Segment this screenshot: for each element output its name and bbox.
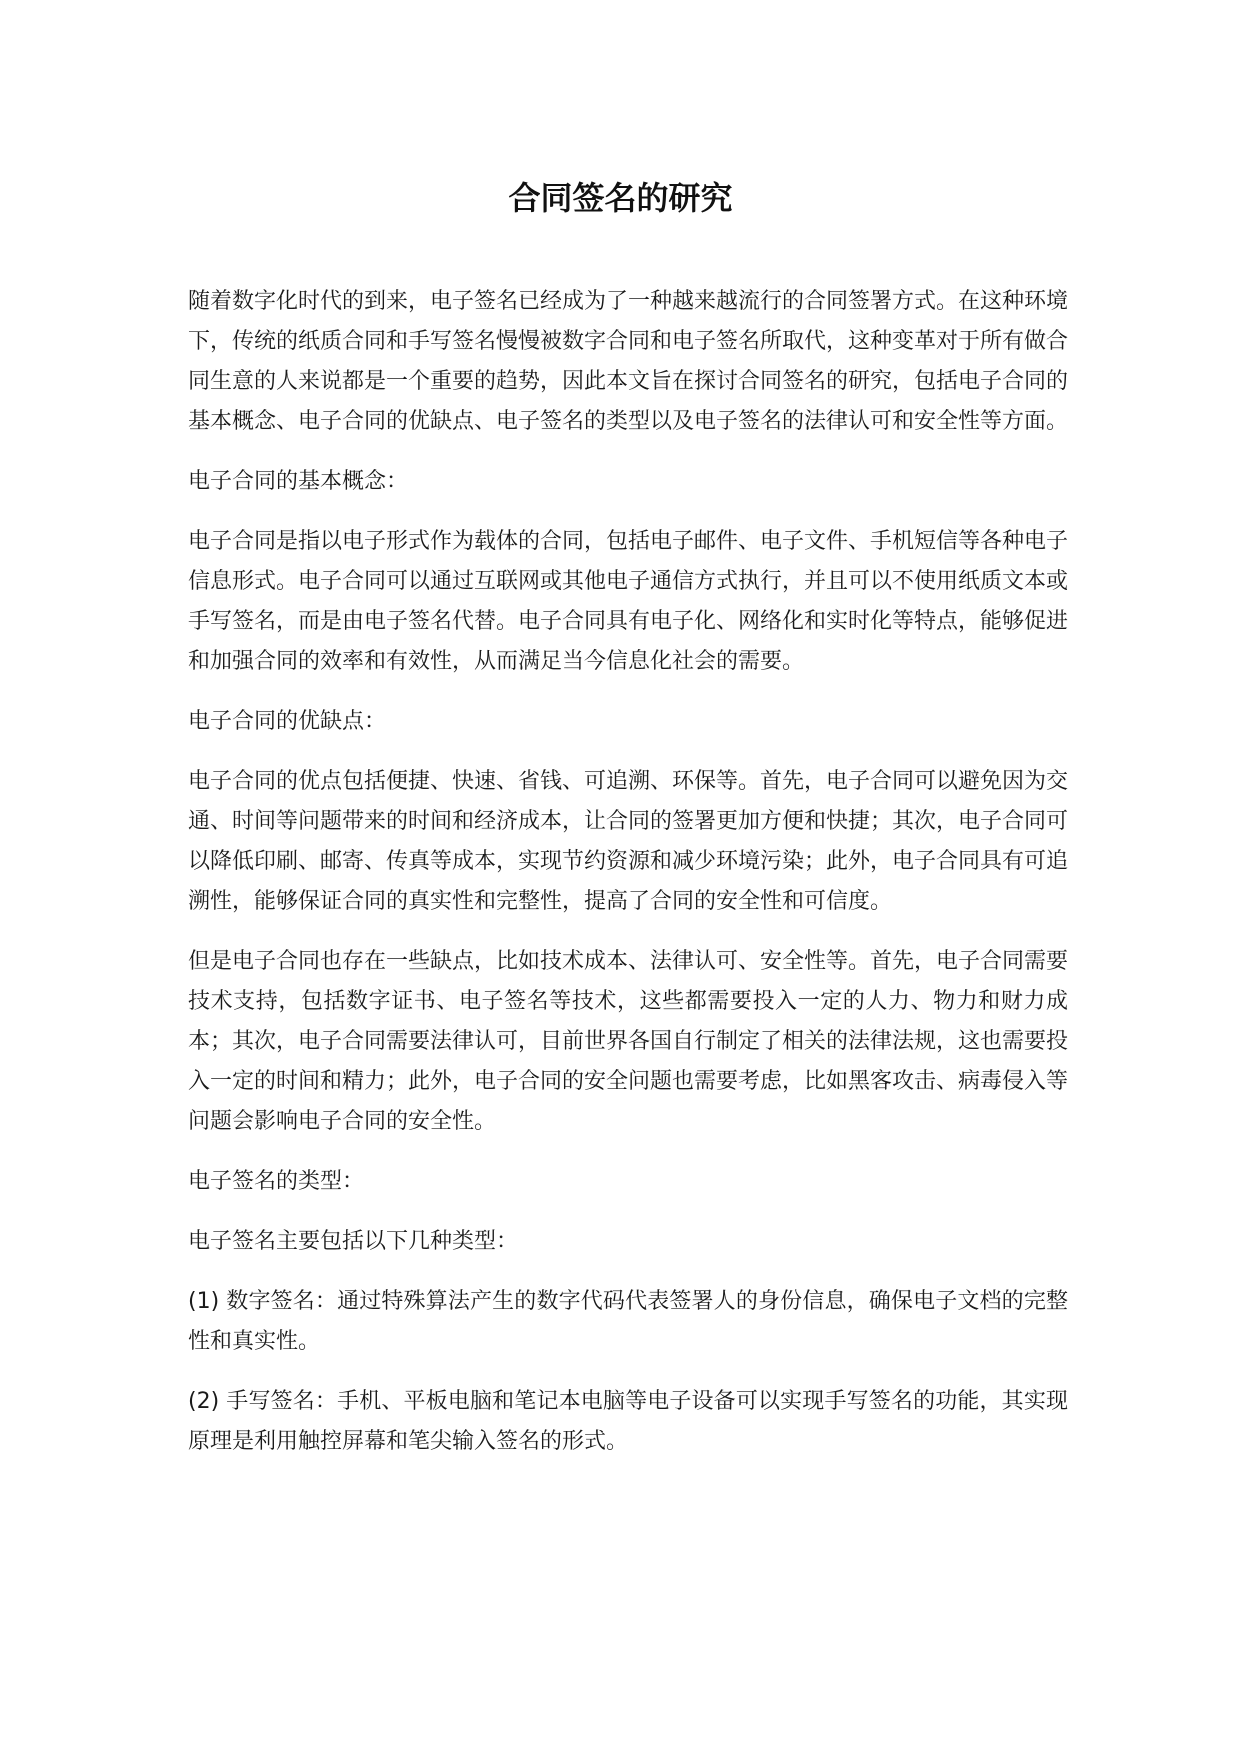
list-item-handwritten-signature: (2) 手写签名：手机、平板电脑和笔记本电脑等电子设备可以实现手写签名的功能，其实现原理是利用触控屏幕和笔尖输入签名的形式。	[188, 1389, 1068, 1454]
paragraph-disadvantages: 但是电子合同也存在一些缺点，比如技术成本、法律认可、安全性等。首先，电子合同需要技术支持，包括数字证书、电子签名等技术，这些都需要投入一定的人力、物力和财力成本；其次，电子合同需要法律认可，目前世界各国自行制定了相关的法律法规，这也需要投入一定的时间和精力；此外，电子合同的安全问题也需要考虑，比如黑客攻击、病毒侵入等问题会影响电子合同的安全性。	[188, 949, 1069, 1134]
paragraph-basic-concept: 电子合同是指以电子形式作为载体的合同，包括电子邮件、电子文件、手机短信等各种电子信息形式。电子合同可以通过互联网或其他电子通信方式执行，并且可以不使用纸质文本或手写签名，而是由电子签名代替。电子合同具有电子化、网络化和实时化等特点，能够促进和加强合同的效率和有效性，从而满足当今信息化社会的需要。	[188, 529, 1069, 674]
section-heading-signature-types: 电子签名的类型：	[188, 1169, 365, 1194]
section-heading-pros-cons: 电子合同的优缺点：	[188, 709, 387, 734]
document-body	[188, 282, 1068, 1482]
paragraph-types-intro: 电子签名主要包括以下几种类型：	[188, 1229, 519, 1254]
document-title: 合同签名的研究	[508, 179, 733, 217]
paragraph-advantages: 电子合同的优点包括便捷、快速、省钱、可追溯、环保等。首先，电子合同可以避免因为交通、时间等问题带来的时间和经济成本，让合同的签署更加方便和快捷；其次，电子合同可以降低印刷、邮寄、传真等成本，实现节约资源和减少环境污染；此外，电子合同具有可追溯性，能够保证合同的真实性和完整性，提高了合同的安全性和可信度。	[188, 769, 1069, 914]
list-item-digital-signature: (1) 数字签名：通过特殊算法产生的数字代码代表签署人的身份信息，确保电子文档的完整性和真实性。	[188, 1289, 1068, 1354]
section-heading-basic-concept: 电子合同的基本概念：	[188, 469, 409, 494]
paragraph-intro: 随着数字化时代的到来，电子签名已经成为了一种越来越流行的合同签署方式。在这种环境下，传统的纸质合同和手写签名慢慢被数字合同和电子签名所取代，这种变革对于所有做合同生意的人来说都是一个重要的趋势，因此本文旨在探讨合同签名的研究，包括电子合同的基本概念、电子合同的优缺点、电子签名的类型以及电子签名的法律认可和安全性等方面。	[188, 289, 1069, 434]
